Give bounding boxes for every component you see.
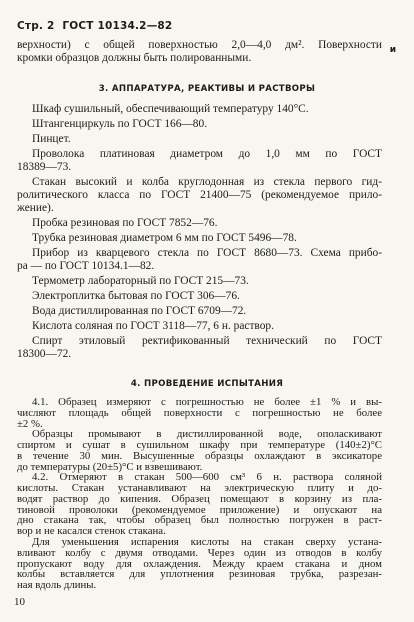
section-heading: 3. АППАРАТУРА, РЕАКТИВЫ И РАСТВОРЫ bbox=[98, 84, 316, 94]
text-line: до температуры (20±5)°С и взвешивают. bbox=[17, 460, 203, 473]
text-line: вор и не касался стенок стакана. bbox=[17, 525, 166, 538]
page-label: Стр. 2 bbox=[17, 20, 55, 32]
text-line: Стакан высокий и колба круглодонная из стекла первого гид- bbox=[32, 176, 382, 188]
text-line: ная вдоль длины. bbox=[17, 579, 97, 591]
text-line: кислоты. Стакан устанавливают на электрическую плиту и до- bbox=[17, 482, 382, 495]
text-line: ±2 %. bbox=[17, 417, 43, 430]
text-line: 4.2. Отмеряют в стакан 500—600 см³ 6 н. раствора соляной bbox=[32, 471, 382, 484]
section-heading: 4. ПРОВЕДЕНИЕ ИСПЫТАНИЯ bbox=[130, 379, 284, 389]
text-line: верхности) с общей поверхностью 2,0—4,0 дм². Поверхности bbox=[17, 39, 382, 51]
text-line: спиртом и сушат в сушильном шкафу при температуре (140±2)°С bbox=[17, 439, 382, 452]
text-line: Прибор из кварцевого стекла по ГОСТ 8680—73. Схема прибо- bbox=[32, 247, 382, 259]
text-line: колбы вставляется для уплотнения резиновая трубка, разрезан- bbox=[17, 568, 382, 581]
text-line: 18300—72. bbox=[17, 348, 72, 360]
text-line: дно стакана так, чтобы образец был полностью погружен в раст- bbox=[17, 514, 382, 527]
text-line: Для уменьшения испарения кислоты на стакан сверху устана- bbox=[32, 535, 382, 548]
text-line: Кислота соляная по ГОСТ 3118—77, 6 н. раствор. bbox=[32, 320, 274, 332]
text-line: кромки образцов должны быть полированными. bbox=[17, 52, 252, 64]
text-line: Спирт этиловый ректификованный технический по ГОСТ bbox=[32, 335, 382, 347]
text-line: Термометр лабораторный по ГОСТ 215—73. bbox=[32, 275, 249, 287]
text-line: ра — по ГОСТ 10134.1—82. bbox=[17, 260, 155, 272]
margin-mark: и bbox=[389, 45, 396, 55]
page-number: 10 bbox=[14, 596, 25, 608]
text-line: Трубка резиновая диаметром 6 мм по ГОСТ 5496—78. bbox=[32, 232, 297, 244]
text-line: ролитического класса по ГОСТ 21400—75 (рекомендуемое прило- bbox=[17, 189, 382, 201]
running-header bbox=[17, 20, 172, 32]
text-line: вливают колбу с двумя отводами. Через один из отводов в колбу bbox=[17, 546, 382, 559]
text-line: водят раствор до кипения. Образец помещают в корзину из пла- bbox=[17, 492, 382, 505]
text-line: 4.1. Образец измеряют с погрешностью не более ±1 % и вы- bbox=[32, 396, 382, 408]
text-line: в течение 30 мин. Высушенные образцы охлаждают в эксикаторе bbox=[17, 449, 382, 462]
text-line: Образцы промывают в дистиллированной воде, ополаскивают bbox=[32, 428, 382, 441]
text-line: Проволока платиновая диаметром до 1,0 мм по ГОСТ bbox=[32, 148, 382, 160]
text-line: Пинцет. bbox=[32, 133, 71, 145]
text-line: Пробка резиновая по ГОСТ 7852—76. bbox=[32, 217, 218, 229]
text-line: Штангенциркуль по ГОСТ 166—80. bbox=[32, 118, 208, 130]
text-line: Вода дистиллированная по ГОСТ 6709—72. bbox=[32, 305, 247, 317]
text-line: числяют площадь общей поверхности с погрешностью не более bbox=[17, 406, 382, 419]
text-line: 18389—73. bbox=[17, 161, 72, 173]
text-line: Электроплитка бытовая по ГОСТ 306—76. bbox=[32, 290, 240, 302]
standard-number: ГОСТ 10134.2—82 bbox=[62, 20, 173, 32]
text-line: тиновой проволоки (рекомендуемое приложение) и опускают на bbox=[17, 503, 382, 516]
text-line: жение). bbox=[17, 202, 54, 214]
text-line: Шкаф сушильный, обеспечивающий температуру 140°С. bbox=[32, 103, 309, 115]
text-line: пропускают воду для охлаждения. Между краем стакана и дном bbox=[17, 557, 382, 570]
